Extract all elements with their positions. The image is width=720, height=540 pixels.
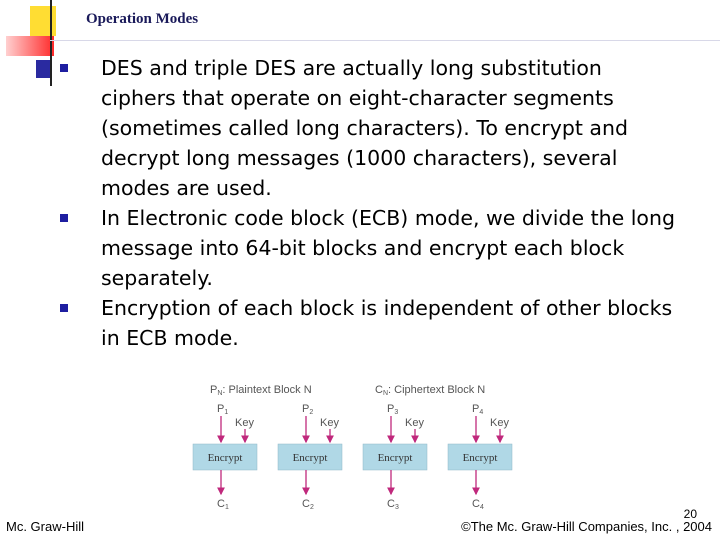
bullet-list [60, 53, 680, 353]
plaintext-subscript: 2 [309, 409, 314, 416]
ciphertext-symbol: C [217, 498, 225, 510]
ciphertext-label [302, 498, 314, 511]
legend-cipher-text: : Ciphertext Block N [388, 384, 486, 396]
plaintext-symbol: P [302, 403, 310, 415]
ciphertext-subscript: 2 [309, 504, 314, 511]
ciphertext-label [387, 498, 399, 511]
encrypt-block [363, 403, 427, 511]
square-bullet-icon [60, 304, 68, 312]
encrypt-label: Encrypt [377, 452, 413, 464]
svg-text:CN: Ciphertext Block N [375, 384, 485, 397]
encrypt-label: Encrypt [292, 452, 328, 464]
legend-cipher-sub: N [382, 390, 389, 397]
svg-text:PN: Plaintext Block N [210, 384, 312, 397]
legend-cipher-symbol: C [375, 384, 383, 396]
plaintext-label [387, 403, 398, 416]
plaintext-label [472, 403, 483, 416]
ciphertext-subscript: 3 [394, 504, 399, 511]
bullet-text: In Electronic code block (ECB) mode, we divide the long message into 64-bit blocks and encrypt each block separately. [101, 206, 675, 290]
encrypt-block [278, 403, 342, 511]
encrypt-label: Encrypt [207, 452, 243, 464]
square-bullet-icon [60, 214, 68, 222]
square-bullet-icon [60, 64, 68, 72]
encrypt-block [448, 403, 512, 511]
legend-plain-text: : Plaintext Block N [222, 384, 312, 396]
bullet-text: Encryption of each block is independent of other blocks in ECB mode. [101, 296, 673, 350]
ciphertext-subscript: 1 [224, 504, 229, 511]
plaintext-label [302, 403, 313, 416]
encrypt-block [193, 403, 257, 511]
horizontal-line [50, 40, 720, 41]
plaintext-subscript: 4 [479, 409, 484, 416]
key-label: Key [320, 417, 339, 429]
plaintext-symbol: P [472, 403, 480, 415]
vertical-line [50, 0, 52, 86]
slide-title: Operation Modes [86, 11, 199, 27]
ecb-diagram [185, 378, 525, 512]
yellow-square [30, 6, 56, 36]
ciphertext-symbol: C [472, 498, 480, 510]
publisher-label: Mc. Graw-Hill [6, 519, 84, 534]
ciphertext-subscript: 4 [479, 504, 484, 511]
ciphertext-label [217, 498, 229, 511]
bullet-item [60, 53, 680, 203]
blocks-group [193, 403, 512, 511]
red-bar [6, 36, 54, 56]
ciphertext-symbol: C [387, 498, 395, 510]
plaintext-symbol: P [387, 403, 395, 415]
copyright-label: ©The Mc. Graw-Hill Companies, Inc. , 2004 [461, 519, 712, 534]
legend-plain-sub: N [217, 390, 223, 397]
legend [210, 384, 485, 397]
bullet-item [60, 293, 680, 353]
bullet-text: DES and triple DES are actually long substitution ciphers that operate on eight-character segments (sometimes called long characters). To encrypt and decrypt long messages (1000 characters), several modes are used. [101, 56, 628, 200]
key-label: Key [235, 417, 254, 429]
plaintext-label [217, 403, 228, 416]
key-label: Key [405, 417, 424, 429]
bullet-item [60, 203, 680, 293]
legend-plain-symbol: P [210, 384, 218, 396]
encrypt-label: Encrypt [462, 452, 498, 464]
key-label: Key [490, 417, 509, 429]
page-number: 20 [683, 507, 697, 521]
plaintext-subscript: 3 [394, 409, 399, 416]
ciphertext-symbol: C [302, 498, 310, 510]
plaintext-subscript: 1 [224, 409, 229, 416]
plaintext-symbol: P [217, 403, 225, 415]
ciphertext-label [472, 498, 484, 511]
